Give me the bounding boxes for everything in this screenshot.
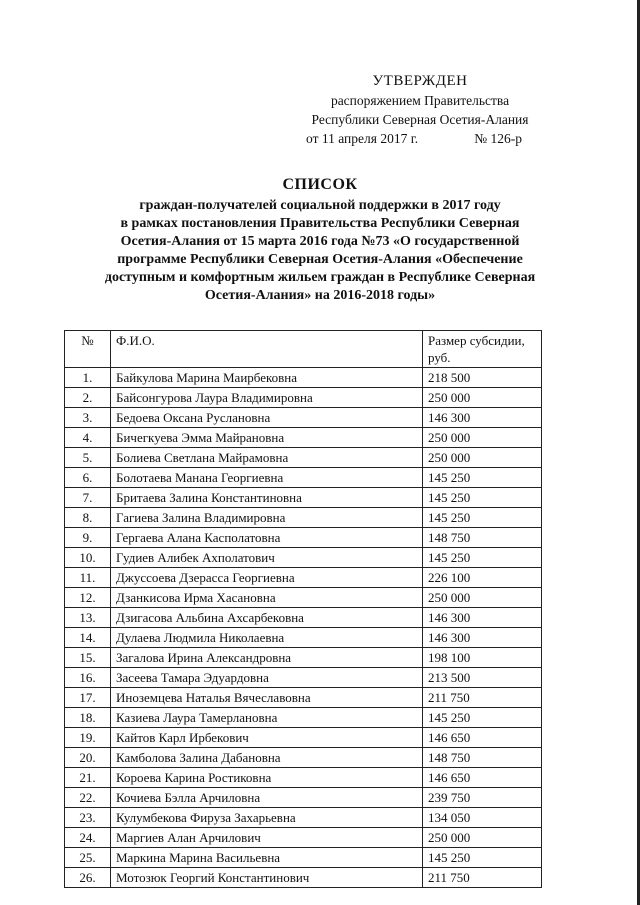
row-amount: 145 250 (423, 488, 542, 508)
table-row (65, 648, 542, 668)
row-number: 18. (65, 708, 111, 728)
header-name: Ф.И.О. (111, 331, 423, 368)
row-name: Гудиев Алибек Ахполатович (111, 548, 423, 568)
row-name: Иноземцева Наталья Вячеславовна (111, 688, 423, 708)
row-amount: 146 650 (423, 768, 542, 788)
row-number: 21. (65, 768, 111, 788)
subtitle-line: программе Республики Северная Осетия-Алания «Обеспечение (117, 252, 523, 267)
row-number: 11. (65, 568, 111, 588)
row-amount: 134 050 (423, 808, 542, 828)
row-name: Болиева Светлана Майрамовна (111, 448, 423, 468)
row-name: Байкулова Марина Маирбековна (111, 368, 423, 388)
table-row (65, 428, 542, 448)
recipients-table (64, 330, 542, 888)
row-amount: 250 000 (423, 448, 542, 468)
table-header-row (65, 331, 542, 368)
row-amount: 146 300 (423, 408, 542, 428)
row-name: Маркина Марина Васильевна (111, 848, 423, 868)
table-row (65, 528, 542, 548)
row-name: Бритаева Залина Константиновна (111, 488, 423, 508)
table-row (65, 728, 542, 748)
table-row (65, 848, 542, 868)
row-name: Гергаева Алана Касполатовна (111, 528, 423, 548)
approval-line2: Республики Северная Осетия-Алания (311, 112, 529, 127)
approval-stamp (300, 72, 540, 148)
approval-number: № 126-р (474, 131, 522, 146)
table-row (65, 488, 542, 508)
row-amount: 145 250 (423, 548, 542, 568)
table-body (65, 368, 542, 888)
table-row (65, 368, 542, 388)
row-number: 16. (65, 668, 111, 688)
row-amount: 211 750 (423, 688, 542, 708)
row-number: 10. (65, 548, 111, 568)
table-row (65, 568, 542, 588)
table-row (65, 668, 542, 688)
row-number: 22. (65, 788, 111, 808)
header-number: № (65, 331, 111, 368)
subtitle-line: Осетия-Алания от 15 марта 2016 года №73 «О государственной (120, 234, 520, 249)
row-number: 12. (65, 588, 111, 608)
row-name: Бичегкуева Эмма Майрановна (111, 428, 423, 448)
row-name: Мотозюк Георгий Константинович (111, 868, 423, 888)
row-name: Байсонгурова Лаура Владимировна (111, 388, 423, 408)
row-number: 24. (65, 828, 111, 848)
table-row (65, 828, 542, 848)
row-amount: 145 250 (423, 708, 542, 728)
row-number: 1. (65, 368, 111, 388)
row-amount: 145 250 (423, 848, 542, 868)
row-name: Дзанкисова Ирма Хасановна (111, 588, 423, 608)
row-number: 26. (65, 868, 111, 888)
row-number: 23. (65, 808, 111, 828)
table-row (65, 808, 542, 828)
row-name: Засеева Тамара Эдуардовна (111, 668, 423, 688)
row-amount: 213 500 (423, 668, 542, 688)
subtitle-line: доступным и комфортным жильем граждан в Республике Северная (104, 270, 536, 285)
table-row (65, 408, 542, 428)
row-number: 2. (65, 388, 111, 408)
row-amount: 146 300 (423, 608, 542, 628)
table-row (65, 468, 542, 488)
table-row (65, 548, 542, 568)
header-amount: Размер субсидии, руб. (423, 331, 542, 368)
subtitle-line: в рамках постановления Правительства Республики Северная (120, 216, 520, 231)
row-name: Загалова Ирина Александровна (111, 648, 423, 668)
document-subtitle (70, 197, 570, 305)
table-row (65, 688, 542, 708)
row-amount: 250 000 (423, 828, 542, 848)
table-row (65, 628, 542, 648)
row-name: Камболова Залина Дабановна (111, 748, 423, 768)
approval-date: от 11 апреля 2017 г. (306, 131, 419, 146)
row-name: Кочиева Бэлла Арчиловна (111, 788, 423, 808)
approval-date-row (300, 129, 540, 148)
table-row (65, 608, 542, 628)
row-amount: 146 650 (423, 728, 542, 748)
row-number: 7. (65, 488, 111, 508)
row-name: Кайтов Карл Ирбекович (111, 728, 423, 748)
row-amount: 145 250 (423, 468, 542, 488)
row-name: Кулумбекова Фируза Захарьевна (111, 808, 423, 828)
subtitle-line: Осетия-Алания» на 2016-2018 годы» (204, 288, 436, 303)
row-name: Бедоева Оксана Руслановна (111, 408, 423, 428)
row-number: 17. (65, 688, 111, 708)
row-name: Маргиев Алан Арчилович (111, 828, 423, 848)
row-number: 14. (65, 628, 111, 648)
row-number: 13. (65, 608, 111, 628)
row-amount: 198 100 (423, 648, 542, 668)
row-amount: 226 100 (423, 568, 542, 588)
row-amount: 145 250 (423, 508, 542, 528)
document-heading (70, 176, 570, 305)
row-name: Казиева Лаура Тамерлановна (111, 708, 423, 728)
row-name: Короева Карина Ростиковна (111, 768, 423, 788)
row-number: 3. (65, 408, 111, 428)
row-number: 8. (65, 508, 111, 528)
row-name: Дзигасова Альбина Ахсарбековна (111, 608, 423, 628)
row-amount: 239 750 (423, 788, 542, 808)
approval-title: УТВЕРЖДЕН (372, 73, 468, 89)
row-amount: 211 750 (423, 868, 542, 888)
table-row (65, 868, 542, 888)
row-amount: 250 000 (423, 588, 542, 608)
table-row (65, 588, 542, 608)
row-number: 25. (65, 848, 111, 868)
row-amount: 250 000 (423, 428, 542, 448)
table-row (65, 708, 542, 728)
row-amount: 250 000 (423, 388, 542, 408)
table-row (65, 748, 542, 768)
row-name: Гагиева Залина Владимировна (111, 508, 423, 528)
table-row (65, 448, 542, 468)
row-number: 19. (65, 728, 111, 748)
row-name: Дулаева Людмила Николаевна (111, 628, 423, 648)
row-number: 5. (65, 448, 111, 468)
row-amount: 148 750 (423, 748, 542, 768)
row-number: 4. (65, 428, 111, 448)
table-row (65, 788, 542, 808)
row-amount: 218 500 (423, 368, 542, 388)
table-row (65, 768, 542, 788)
row-amount: 148 750 (423, 528, 542, 548)
document-title: СПИСОК (282, 176, 358, 193)
row-number: 15. (65, 648, 111, 668)
table-row (65, 388, 542, 408)
row-number: 20. (65, 748, 111, 768)
approval-line1: распоряжением Правительства (330, 93, 510, 108)
subtitle-line: граждан-получателей социальной поддержки в 2017 году (139, 198, 501, 213)
row-number: 6. (65, 468, 111, 488)
table-row (65, 508, 542, 528)
row-name: Джуссоева Дзерасса Георгиевна (111, 568, 423, 588)
row-number: 9. (65, 528, 111, 548)
row-name: Болотаева Манана Георгиевна (111, 468, 423, 488)
row-amount: 146 300 (423, 628, 542, 648)
